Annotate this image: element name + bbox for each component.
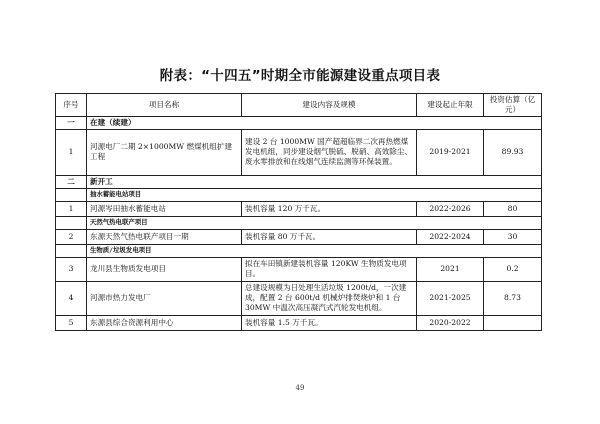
row-content: 装机容量 1.5 万千瓦。 xyxy=(242,315,417,330)
header-content: 建设内容及规模 xyxy=(242,94,417,117)
row-no: 2 xyxy=(56,229,87,244)
row-content: 拟在车田镇新建装机容量 120KW 生物质发电项目。 xyxy=(242,257,417,281)
row-invest: 30 xyxy=(484,229,542,244)
row-years: 2019-2021 xyxy=(417,129,484,175)
row-invest: 89.93 xyxy=(484,129,542,175)
row-name: 龙川县生物质发电项目 xyxy=(87,257,242,281)
section-label: 新开工 xyxy=(87,175,542,188)
section-label: 在建（续建） xyxy=(87,116,542,129)
table-row xyxy=(56,257,542,281)
row-no: 3 xyxy=(56,257,87,281)
row-years: 2022-2024 xyxy=(417,229,484,244)
header-no: 序号 xyxy=(56,94,87,117)
row-years: 2021-2025 xyxy=(417,281,484,315)
row-years: 2020-2022 xyxy=(417,315,484,330)
row-content: 建设 2 台 1000MW 国产超超临界二次再热燃煤发电机组，同步建设烟气脱硫、脱硝、高效除尘、废水零排放和在线烟气连续监测等环保装置。 xyxy=(242,129,417,175)
row-content: 总建设规模为日处理生活垃圾 1200t/d，一次建成，配置 2 台 600t/d 机械炉排焚烧炉和 1 台 30MW 中温次高压凝汽式汽轮发电机组。 xyxy=(242,281,417,315)
row-invest: 8.73 xyxy=(484,281,542,315)
table-row xyxy=(56,201,542,216)
section-no: 一 xyxy=(56,116,87,129)
row-no: 4 xyxy=(56,281,87,315)
projects-table xyxy=(55,93,542,331)
header-name: 项目名称 xyxy=(87,94,242,117)
row-invest: 80 xyxy=(484,201,542,216)
header-years: 建设起止年限 xyxy=(417,94,484,117)
subcategory-label: 抽水蓄能电站项目 xyxy=(87,188,542,201)
row-name: 河源电厂二期 2×1000MW 燃煤机组扩建工程 xyxy=(87,129,242,175)
table-row xyxy=(56,315,542,330)
table-row xyxy=(56,129,542,175)
row-name: 河源岑田抽水蓄能电站 xyxy=(87,201,242,216)
row-years: 2021 xyxy=(417,257,484,281)
row-no: 1 xyxy=(56,129,87,175)
row-name: 东源天然气热电联产项目一期 xyxy=(87,229,242,244)
subcategory-label: 天然气热电联产项目 xyxy=(87,216,542,229)
table-row xyxy=(56,281,542,315)
table-row xyxy=(56,229,542,244)
row-no: 1 xyxy=(56,201,87,216)
row-name: 东源县综合资源利用中心 xyxy=(87,315,242,330)
row-invest xyxy=(484,315,542,330)
subcategory-row xyxy=(56,188,542,201)
section-no: 二 xyxy=(56,175,87,188)
row-content: 装机容量 80 万千瓦。 xyxy=(242,229,417,244)
page-number: 49 xyxy=(295,384,305,392)
table-header-row xyxy=(56,94,542,117)
header-invest: 投资估算（亿元） xyxy=(484,94,542,117)
page-title: 附表：“十四五”时期全市能源建设重点项目表 xyxy=(159,68,441,84)
subcategory-row xyxy=(56,244,542,257)
row-no: 5 xyxy=(56,315,87,330)
section-row xyxy=(56,116,542,129)
subcategory-label: 生物质/垃圾发电项目 xyxy=(87,244,542,257)
row-years: 2022-2026 xyxy=(417,201,484,216)
row-invest: 0.2 xyxy=(484,257,542,281)
subcategory-row xyxy=(56,216,542,229)
row-name: 河源市热力发电厂 xyxy=(87,281,242,315)
section-row xyxy=(56,175,542,188)
row-content: 装机容量 120 万千瓦。 xyxy=(242,201,417,216)
